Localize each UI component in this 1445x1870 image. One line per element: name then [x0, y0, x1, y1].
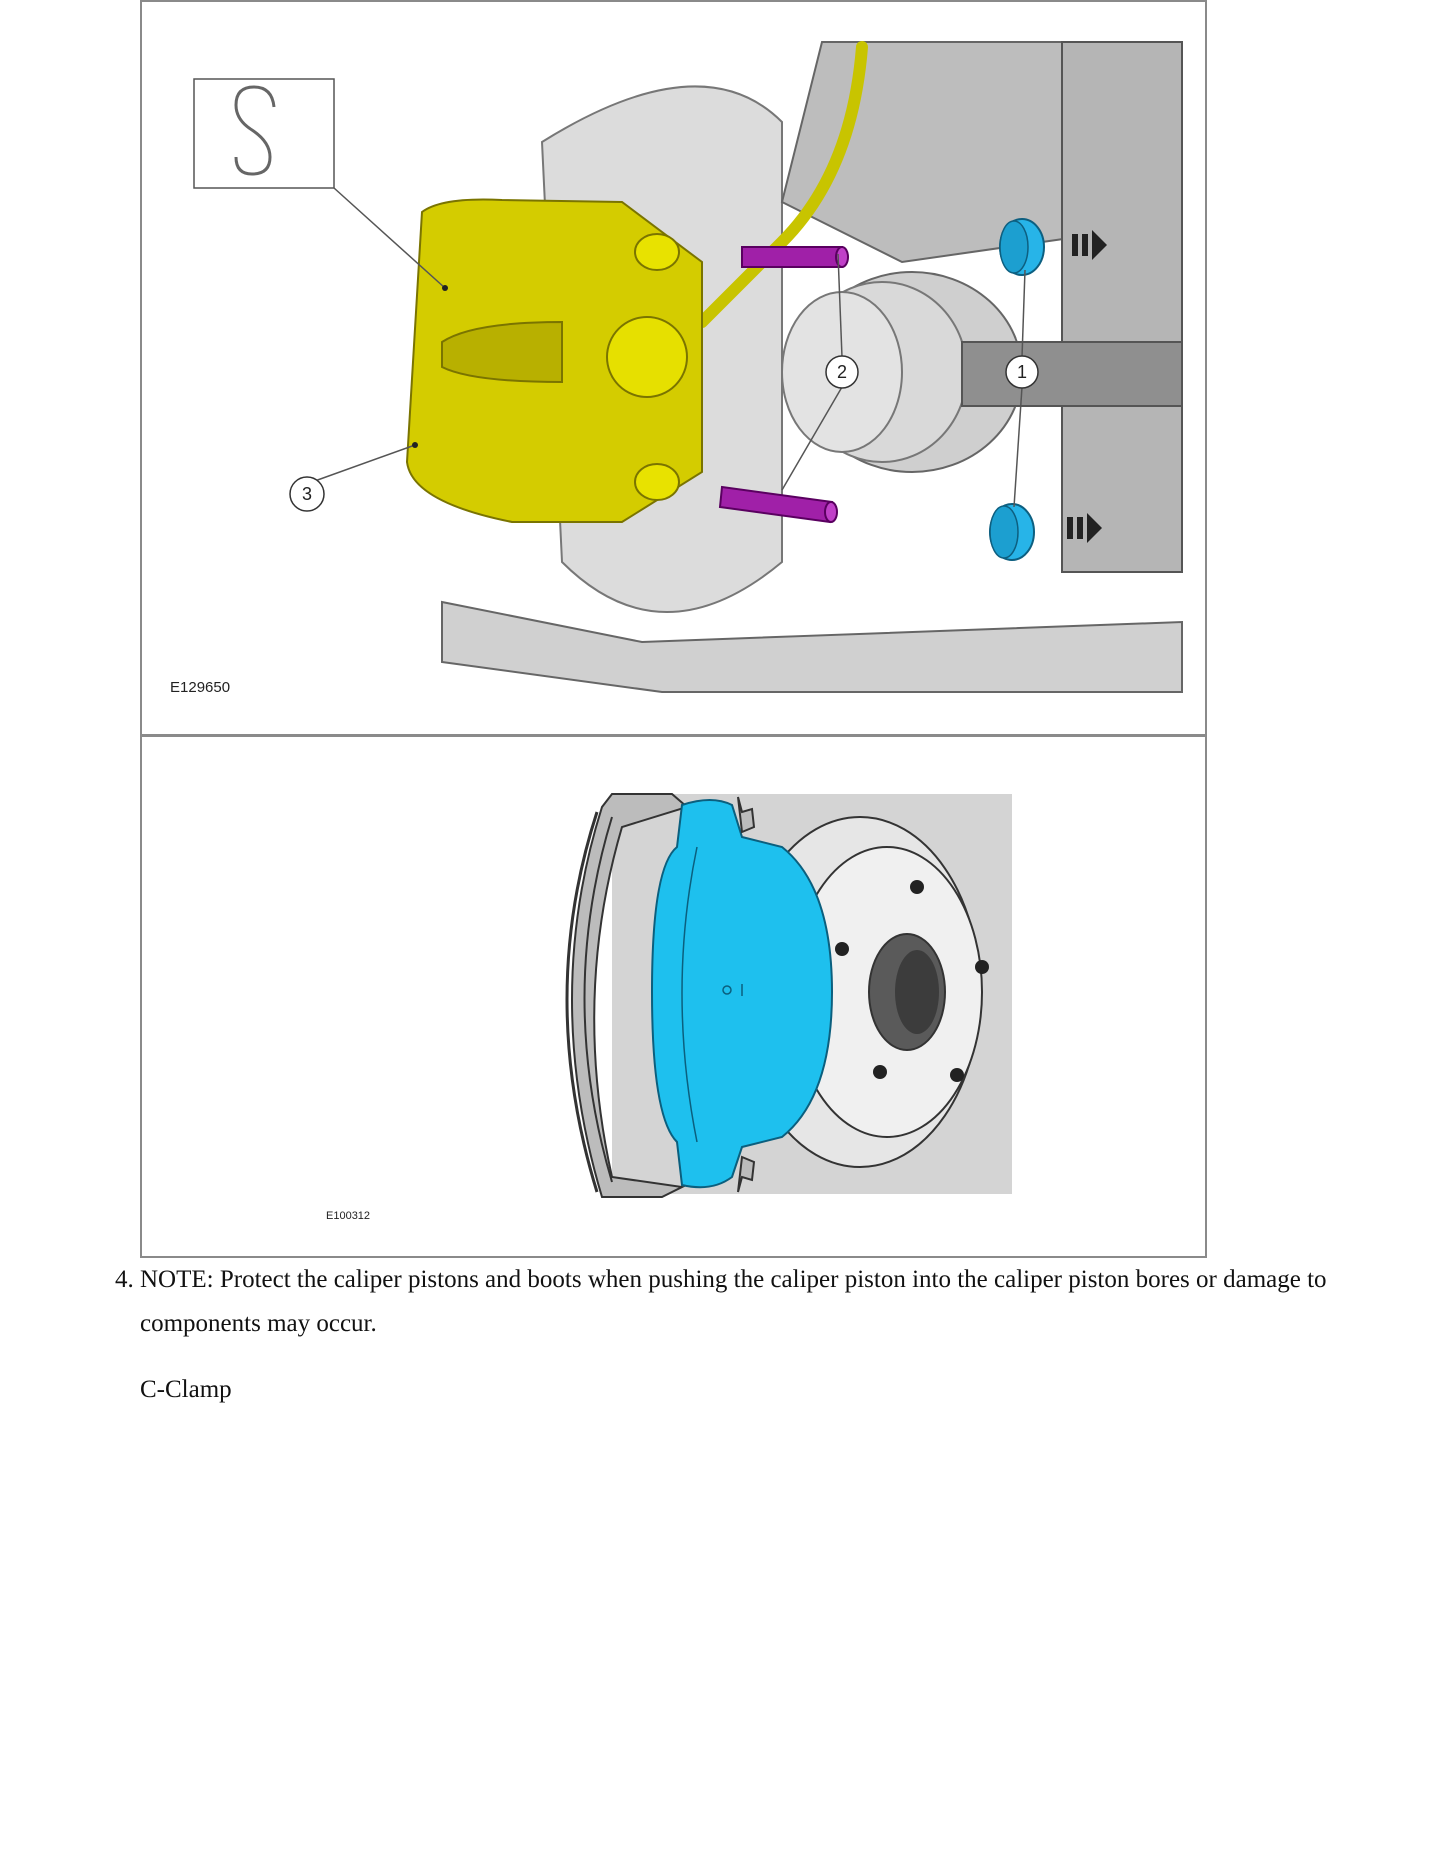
s-hook-inset: [194, 79, 448, 291]
guide-pin-upper: [742, 247, 842, 267]
callout-3: [290, 442, 418, 511]
figure-id-label: E100312: [326, 1210, 371, 1222]
figure-brake-pad: [140, 735, 1207, 1258]
lug-hole: [910, 880, 924, 894]
guide-pin-plug-lower: [990, 504, 1034, 560]
lug-hole: [950, 1068, 964, 1082]
brake-pad-illustration: [142, 737, 1205, 1256]
caliper-illustration: [142, 2, 1205, 734]
step-note: NOTE: Protect the caliper pistons and boots when pushing the caliper piston into the caliper piston bores or damage to components may occur.: [140, 1266, 1327, 1337]
lug-hole: [975, 960, 989, 974]
figure-id-label: E129650: [170, 679, 231, 696]
lower-control-arm: [442, 602, 1182, 692]
drive-shaft: [962, 342, 1182, 406]
figure-caliper-removal: [140, 0, 1207, 736]
svg-text:2: 2: [836, 362, 848, 382]
lug-hole: [873, 1065, 887, 1079]
step-item: [140, 1258, 1360, 1412]
lug-hole: [835, 942, 849, 956]
svg-text:1: 1: [1016, 362, 1028, 382]
procedure-steps: [112, 1258, 1360, 1412]
svg-text:3: 3: [301, 484, 313, 504]
knuckle-frame: [1062, 42, 1182, 572]
guide-pin-plug-upper: [1000, 219, 1044, 275]
step-tool: C-Clamp: [140, 1376, 232, 1403]
